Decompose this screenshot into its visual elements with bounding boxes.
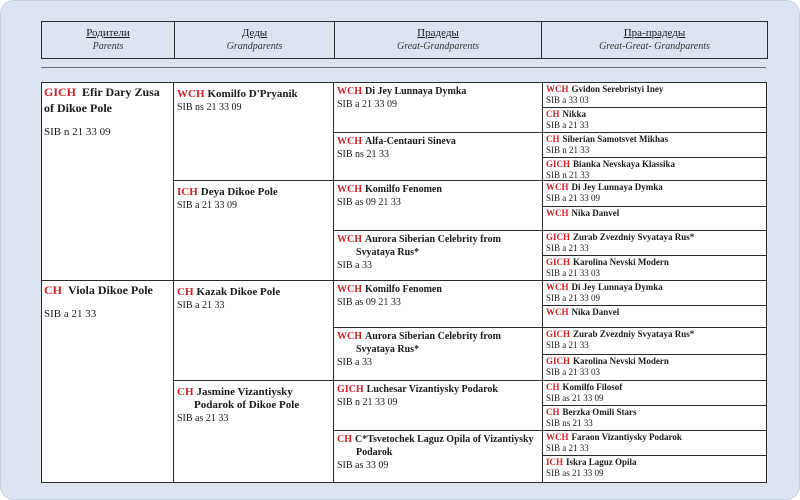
dog-name: Efir Dary Zusa of Dikoe Pole [44,85,160,115]
dog-name-line [337,135,539,148]
title-badge: WCH [546,182,569,192]
title-badge: ICH [546,457,564,467]
header-ru: Пра-прадеды [623,27,686,39]
dog-name-line [546,432,763,443]
header-en: Great-Grandparents [396,41,480,52]
dog-name-line [337,283,539,296]
dog-name: Nikka [562,109,587,119]
registration-number: SIB n 21 33 [546,145,590,155]
registration-number: SIB as 09 21 33 [337,297,401,308]
registration-number: SIB a 21 33 03 [546,367,600,377]
dog-name-line [546,109,763,120]
header-col-parents [42,22,175,58]
great-grandparent-cell [334,381,543,431]
great-grandparent-cell [334,431,543,482]
title-badge: GICH [337,384,364,395]
dog-name-line [337,383,539,396]
registration-number: SIB ns 21 33 09 [177,102,242,113]
dog-name: Aurora Siberian Celebrity from Svyataya Rus* [356,234,502,258]
dog-name-line [546,182,763,193]
dog-name: Gvidon Serebristyi Iney [571,84,664,94]
header-ru: Родители [86,27,130,39]
header-col-great-grandparents [335,22,542,58]
dog-name: Berzka Omili Stars [562,407,637,417]
registration-number: SIB n 21 33 09 [44,126,111,138]
title-badge: WCH [546,208,569,218]
registration-number: SIB a 21 33 [44,308,97,320]
dog-name: Di Jey Lunnaya Dymka [571,182,663,192]
great-grandparent-cell [334,281,543,328]
grandparent-cell [174,181,334,281]
dog-name: Viola Dikoe Pole [68,283,153,297]
pedigree-header [41,21,768,59]
dog-name-line [337,330,539,356]
registration-number: SIB a 33 [337,357,372,368]
great-grandparent-cell [334,83,543,133]
dog-name: Nika Danvel [571,208,620,218]
header-en: Parents [92,41,124,52]
registration-number: SIB a 21 33 09 [546,193,600,203]
dog-name: Komilfo Filosof [562,382,623,392]
dog-name-line [546,134,763,145]
registration-number: SIB as 09 21 33 [337,197,401,208]
great-great-grandparent-cell [543,158,766,181]
dog-name-line [546,232,763,243]
header-col-grandparents [175,22,335,58]
parent-sire [42,83,174,281]
title-badge: WCH [337,234,362,245]
dog-name-line [546,208,763,219]
registration-number: SIB as 21 33 09 [546,468,604,478]
dog-name: Deya Dikoe Pole [200,186,278,198]
title-badge: GICH [546,159,571,169]
great-great-grandparent-cell [543,181,766,207]
title-badge: WCH [546,307,569,317]
dog-name-line [546,457,763,468]
title-badge: CH [546,382,560,392]
great-grandparent-cell [334,181,543,231]
dog-name: Di Jey Lunnaya Dymka [365,86,467,97]
dog-name: Komilfo Fenomen [365,184,442,195]
great-great-grandparent-cell [543,83,766,108]
title-badge: WCH [337,86,362,97]
dog-name: Siberian Samotsvet Mikhas [562,134,669,144]
dog-name: Karolina Nevski Modern [573,356,669,366]
dog-name-line [177,88,330,101]
title-badge: GICH [44,85,77,99]
title-badge: CH [177,386,194,398]
title-badge: CH [546,134,560,144]
registration-number: SIB a 21 33 [546,443,589,453]
title-badge: GICH [546,356,571,366]
dog-name: Iskra Laguz Opila [566,457,637,467]
registration-number: SIB a 21 33 09 [177,200,237,211]
great-great-grandparent-cell [543,456,766,482]
dog-name-line [546,356,763,367]
registration-number: SIB a 21 33 [177,300,225,311]
grandparent-cell [174,281,334,381]
registration-number: SIB a 21 33 09 [546,293,600,303]
title-badge: WCH [177,88,205,100]
dog-name-line [177,186,330,199]
title-badge: CH [177,286,194,298]
title-badge: GICH [546,329,571,339]
great-grandparent-cell [334,133,543,181]
dog-name-line [337,433,539,459]
dog-name-line [337,85,539,98]
great-great-grandparent-cell [543,256,766,281]
dog-name: Di Jey Lunnaya Dymka [571,282,663,292]
dog-name-line [546,159,763,170]
registration-number: SIB n 21 33 09 [337,397,398,408]
dog-name: Alfa-Centauri Sineva [365,136,456,147]
header-ru: Прадеды [417,27,459,39]
dog-name: C*Tsvetochek Laguz Opila of Vizantiysky Podarok [355,434,534,458]
registration-number: SIB a 21 33 03 [546,268,600,278]
dog-name-line [546,329,763,340]
registration-number: SIB n 21 33 [546,170,590,180]
dog-name: Kazak Dikoe Pole [196,286,281,298]
great-great-grandparent-cell [543,406,766,431]
dog-name-line [177,286,330,299]
great-great-grandparent-cell [543,207,766,231]
title-badge: CH [546,407,560,417]
registration-number: SIB a 21 33 [546,340,589,350]
dog-name: Luchesar Vizantiysky Podarok [366,384,498,395]
great-great-grandparent-cell [543,328,766,355]
header-ru: Деды [241,27,268,39]
title-badge: CH [44,283,62,297]
title-badge: WCH [546,84,569,94]
pedigree-table [41,82,767,483]
great-great-grandparent-cell [543,281,766,306]
grandparent-cell [174,381,334,482]
registration-number: SIB a 21 33 [546,120,589,130]
grandparent-cell [174,83,334,181]
dog-name-line [546,257,763,268]
registration-number: SIB as 33 09 [337,460,389,471]
registration-number: SIB a 21 33 [546,243,589,253]
dog-name: Zurab Zvezdniy Svyataya Rus* [573,329,695,339]
dog-name: Nika Danvel [571,307,620,317]
title-badge: WCH [337,136,362,147]
dog-name-line [546,282,763,293]
dog-name-line [337,233,539,259]
dog-name-line [546,307,763,318]
registration-number: SIB a 21 33 09 [337,99,397,110]
title-badge: WCH [546,282,569,292]
dog-name-line [44,282,170,298]
dog-name-line [546,407,763,418]
divider-line [41,67,766,68]
dog-name: Jasmine Vizantiysky Podarok of Dikoe Pole [194,386,300,411]
great-great-grandparent-cell [543,133,766,158]
registration-number: SIB a 33 03 [546,95,589,105]
dog-name: Faraon Vizantiysky Podarok [571,432,682,442]
title-badge: CH [337,434,352,445]
header-en: Grandparents [226,41,283,52]
dog-name: Komilfo D'Pryanik [207,88,298,100]
dog-name: Komilfo Fenomen [365,284,442,295]
title-badge: CH [546,109,560,119]
parent-dam [42,281,174,482]
registration-number: SIB ns 21 33 [337,149,389,160]
dog-name-line [337,183,539,196]
great-great-grandparent-cell [543,355,766,381]
dog-name-line [546,84,763,95]
dog-name: Bianka Nevskaya Klassika [573,159,676,169]
title-badge: WCH [337,331,362,342]
dog-name-line [177,386,330,412]
registration-number: SIB as 21 33 09 [546,393,604,403]
title-badge: WCH [546,432,569,442]
great-great-grandparent-cell [543,431,766,456]
title-badge: ICH [177,186,198,198]
registration-number: SIB ns 21 33 [546,418,593,428]
great-grandparent-cell [334,328,543,381]
dog-name-line [546,382,763,393]
great-great-grandparent-cell [543,108,766,133]
dog-name-line [44,84,170,116]
dog-name: Zurab Zvezdniy Svyataya Rus* [573,232,695,242]
great-great-grandparent-cell [543,381,766,406]
great-grandparent-cell [334,231,543,281]
title-badge: WCH [337,284,362,295]
registration-number: SIB as 21 33 [177,413,229,424]
registration-number: SIB a 33 [337,260,372,271]
great-great-grandparent-cell [543,231,766,256]
great-great-grandparent-cell [543,306,766,328]
header-col-great-great-grandparents [542,22,767,58]
header-en: Great-Great- Grandparents [599,41,710,52]
title-badge: WCH [337,184,362,195]
title-badge: GICH [546,232,571,242]
dog-name: Aurora Siberian Celebrity from Svyataya Rus* [356,331,502,355]
dog-name: Karolina Nevski Modern [573,257,669,267]
title-badge: GICH [546,257,571,267]
